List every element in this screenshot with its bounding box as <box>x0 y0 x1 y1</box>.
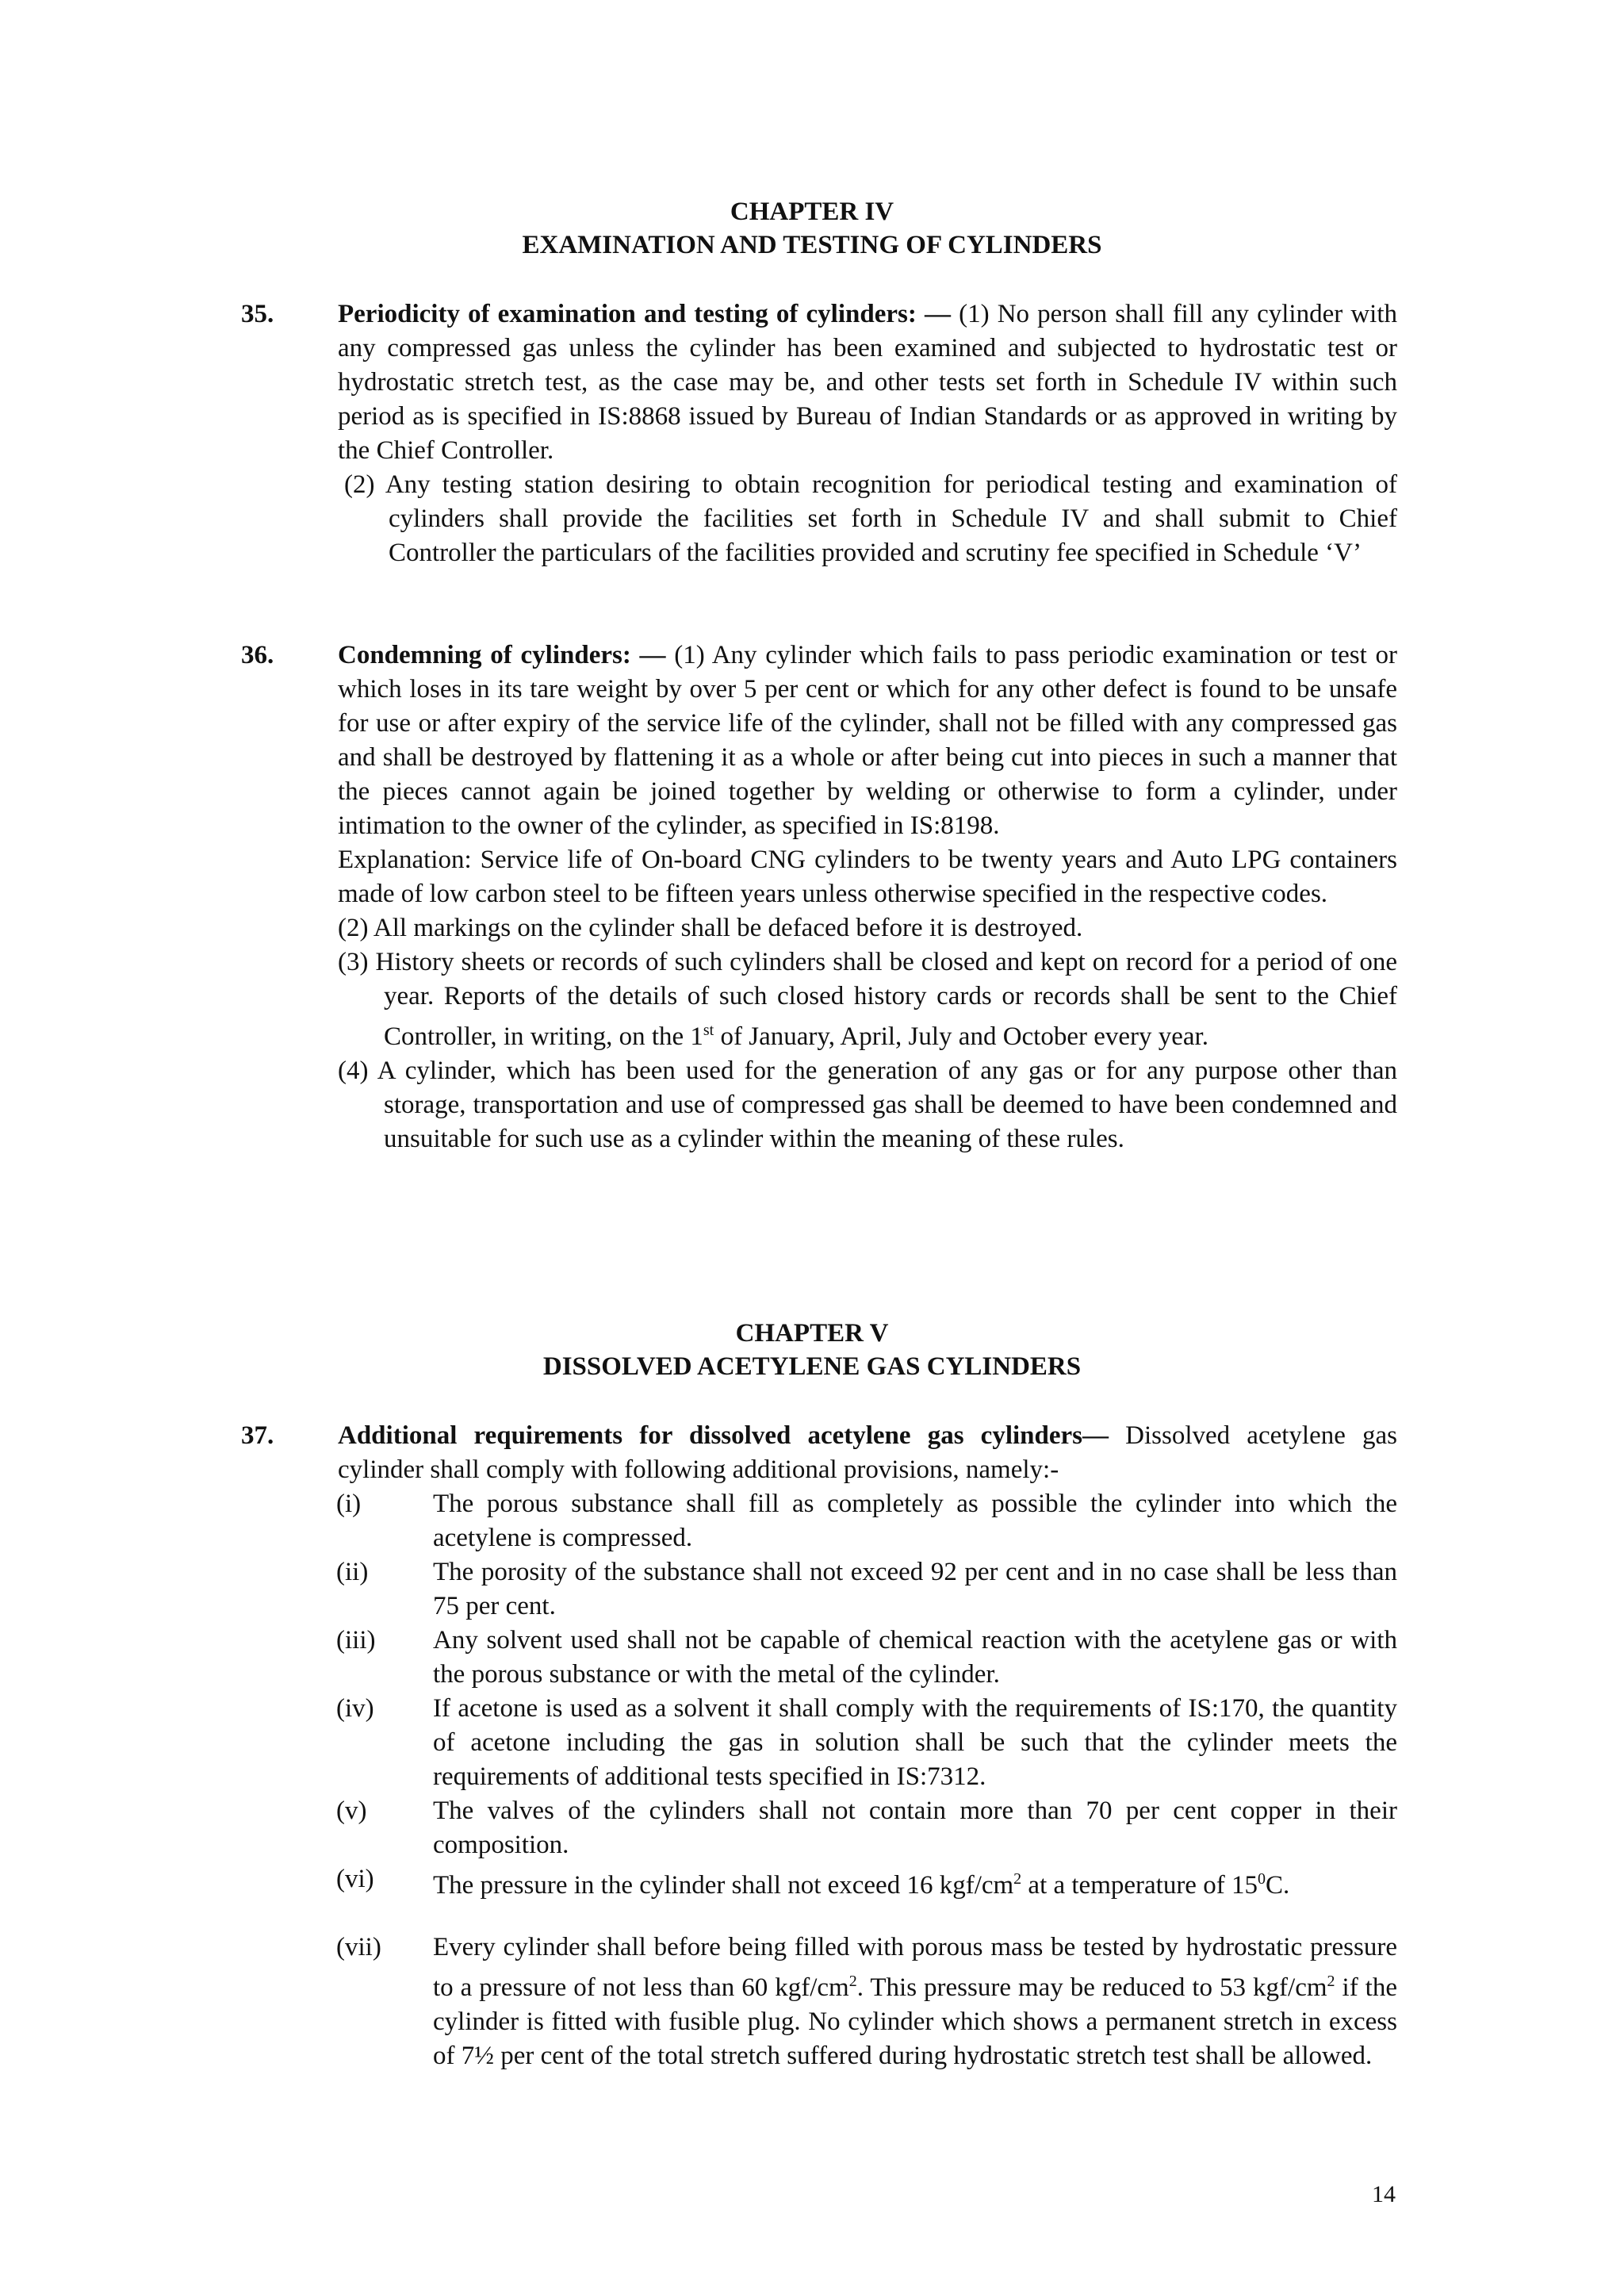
section-37 <box>338 1419 1397 1487</box>
section-36-explanation: Explanation: Service life of On-board CNG cylinders to be twenty years and Auto LPG containers made of low carbon steel to be fifteen years unless otherwise specified in the respective codes. <box>338 845 1397 908</box>
page-number: 14 <box>1372 2181 1396 2207</box>
section-35-sub <box>344 468 1397 570</box>
chapter-subtitle: DISSOLVED ACETYLENE GAS CYLINDERS <box>542 1352 1082 1381</box>
section-36-para-4: (4) A cylinder, which has been used for the generation of any gas or for any purpose other than storage, transportation and use of compressed gas shall be deemed to have been condemned and unsuitable for such use as a cylinder within the meaning of these rules. <box>338 1056 1397 1153</box>
section-heading: Additional requirements for dissolved acetylene gas cylinders— <box>338 1421 1109 1450</box>
chapter-subtitle: EXAMINATION AND TESTING OF CYLINDERS <box>522 231 1102 259</box>
section-heading: Periodicity of examination and testing of cylinders: — <box>338 300 951 328</box>
section-36-para-1: Condemning of cylinders: — (1) Any cylinder which fails to pass periodic examination or test or which loses in its tare weight by over 5 per cent or which for any other defect is found to be unsafe for use or after expiry of the service life of the cylinder, shall not be filled with any compressed gas and shall be destroyed by flattening it as a whole or after being cut into pieces in such a manner that the pieces cannot again be joined together by welding or otherwise to form a cylinder, under intimation to the owner of the cylinder, as specified in IS:8198. <box>338 641 1397 840</box>
section-36-para-2: (2) All markings on the cylinder shall be defaced before it is destroyed. <box>338 914 1083 942</box>
section-36-para-3: (3) History sheets or records of such cylinders shall be closed and kept on record for a period of one year. Reports of the details of such closed history cards or records shall be sent to the Chief Controller, in writing, on the 1st of January, April, July and October every year. <box>338 948 1397 1051</box>
section-number: 37. <box>241 1421 274 1450</box>
section-35-para-2: (2) Any testing station desiring to obtain recognition for periodical testing and examination of cylinders shall provide the facilities set forth in Schedule IV and shall submit to Chief Controller the particulars of the facilities provided and scrutiny fee specified in Schedule ‘V’ <box>344 470 1397 567</box>
document-page: CHAPTER IV EXAMINATION AND TESTING OF CYLINDERS 35. Periodicity of examination and testing of cylinders: — (1) No person shall fill any cylinder with any compressed gas unless the cylinder has been examined and subjected to hydrostatic test or hydrostatic stretch test, as the case may be, and other tests set forth in Schedule IV within such period as is specified in IS:8868 issued by Bureau of Indian Standards or as approved in writing by the Chief Controller. (2) Any testing station desiring to obtain recognition for periodical testing and examination of cylinders shall provide the facilities set forth in Schedule IV and shall submit to Chief Controller the particulars of the facilities provided and scrutiny fee specified in Schedule ‘V’ 36. Condemning of cylinders: — (1) Any cylinder which fails to pass periodic examination or test or which loses in its tare weight by over 5 per cent or which for any other defect is found to be unsafe for use or after expiry of the service life of the cylinder, shall not be filled with any compressed gas and shall be destroyed by flattening it as a whole or after being cut into pieces in such a manner that the pieces cannot again be joined together by welding or otherwise to form a cylinder, under intimation to the owner of the cylinder, as specified in IS:8198. Explanation: Service life of On-board CNG cylinders to be twenty years and Auto LPG containers made of low carbon steel to be fifteen years unless otherwise specified in the respective codes. (2) All markings on the cylinder shall be defaced before it is destroyed. (3) History sheets or records of such cylinders shall be closed and kept on record for a period of one year. Reports of the details of such closed history cards or records shall be sent to the Chief Controller, in writing, on the 1st of January, April, July and October every year. (4) A cylinder, which has been used for the generation of any gas or for any purpose other than storage, transportation and use of compressed gas shall be deemed to have been condemned and unsuitable for such use as a cylinder within the meaning of these rules. CHAPTER V DISSOLVED ACETYLENE GAS CYLINDERS 37. Additional requirements for dissolved acetylene gas cylinders— Dissolved acetylene gas cylinder shall comply with following additional provisions, namely:- (i) The porous substance shall fill as completely as possible the cylinder into which the acetylene is compressed. (ii) The porosity of the substance shall not exceed 92 per cent and in no case shall be less than 75 per cent. (iii) Any solvent used shall not be capable of chemical reaction with the acetylene gas or with the porous substance or with the metal of the cylinder. (iv) If acetone is used as a solvent it shall comply with the requirements of IS:170, the quantity of acetone including the gas in solution shall be such that the cylinder meets the requirements of additional tests specified in IS:7312. (v) The valves of the cylinders shall not contain more than 70 per cent copper in their composition. (vi) The pressure in the cylinder shall not exceed 16 kgf/$cm^2$ at a temperature of $15^0C$. (vii) Every cylinder shall before being filled with porous mass be tested by hydrostatic pressure to a pressure of not less than 60 kgf/$cm^2$. This pressure may be reduced to 53 kgf/$cm^2$ if the cylinder is fitted with fusible plug. No cylinder which shows a permanent stretch in excess of 7½ per cent of the total stretch suffered during hydrostatic stretch test shall be allowed. 14 <box>0 0 1624 2293</box>
section-number: 36. <box>241 641 274 669</box>
chapter-title: CHAPTER IV <box>730 197 894 226</box>
section-number: 35. <box>241 300 274 328</box>
section-36 <box>338 638 1397 1156</box>
section-35 <box>338 297 1397 468</box>
section-37-intro: Additional requirements for dissolved acetylene gas cylinders— Dissolved acetylene gas cylinder shall comply with following additional provisions, namely:- <box>338 1421 1397 1484</box>
section-35-para-1: Periodicity of examination and testing of cylinders: — (1) No person shall fill any cylinder with any compressed gas unless the cylinder has been examined and subjected to hydrostatic test or hydrostatic stretch test, as the case may be, and other tests set forth in Schedule IV within such period as is specified in IS:8868 issued by Bureau of Indian Standards or as approved in writing by the Chief Controller. <box>338 300 1397 465</box>
chapter-title: CHAPTER V <box>735 1319 889 1348</box>
section-heading: Condemning of cylinders: — <box>338 641 666 669</box>
